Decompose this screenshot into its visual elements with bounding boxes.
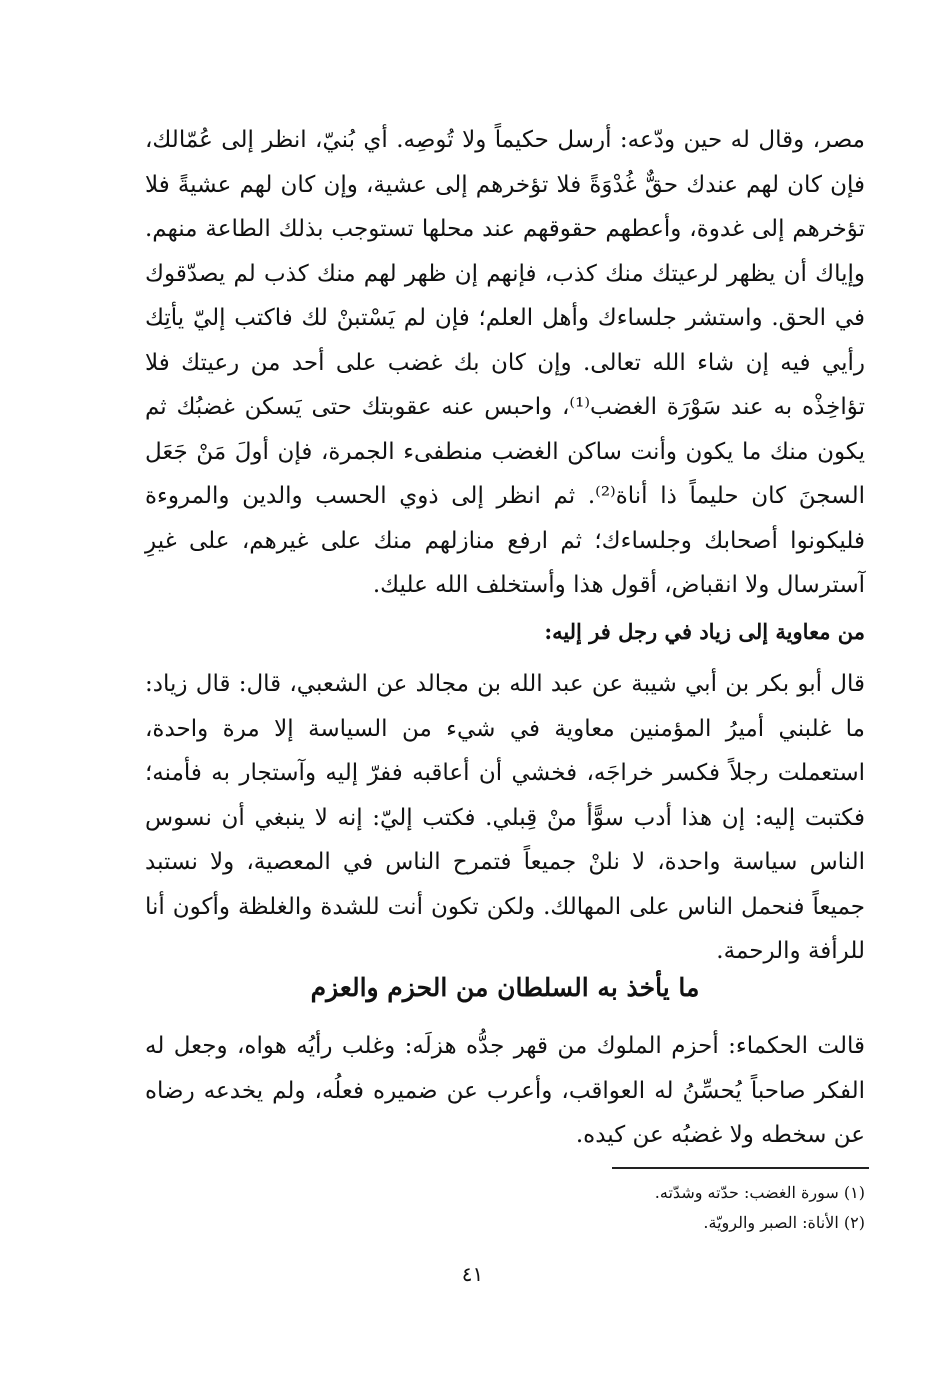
section-subheading: من معاوية إلى زياد في رجل فر إليه: (544, 619, 865, 644)
paragraph-wisdom: قالت الحكماء: أحزم الملوك من قهر جدُّه هزلَه: وغلب رأيُه هواه، وجعل له الفكر صاحباً يُحسِّنُ له العواقب، وأعرب عن ضميره فعلُه، ولم يخدعه رضاه عن سخطه ولا غضبُه عن كيده. (145, 1033, 865, 1148)
footnotes (145, 1178, 865, 1238)
section-heading: ما يأخذ به السلطان من الحزم والعزم (310, 973, 700, 1002)
paragraph-advice: مصر، وقال له حين ودّعه: أرسل حكيماً ولا تُوصِه. أي بُنيّ، انظر إلى عُمّالك، فإن كان لهم عندك حقٌّ غُدْوَةً فلا تؤخرهم إلى عشية، وإن كان لهم عشيةً فلا تؤخرهم إلى غدوة، وأعطهم حقوقهم عند محلها تستوجب بذلك الطاعة منهم. وإياك أن يظهر لرعيتك منك كذب، فإنهم إن ظهر لهم منك كذب لم يصدّقوك في الحق. واستشر جلساءك وأهل العلم؛ فإن لم يَسْتبنْ لك فاكتب إليّ يأتِك رأيي فيه إن شاء الله تعالى. وإن كان بك غضب على أحد من رعيتك فلا تؤاخِذْه به عند سَوْرَة الغضب⁽¹⁾، واحبس عنه عقوبتك حتى يَسكن غضبُك ثم يكون منك ما يكون وأنت ساكن الغضب منطفىء الجمرة، فإن أولَ مَنْ جَعَل السجنَ كان حليماً ذا أناة⁽²⁾. ثم انظر إلى ذوي الحسب والدين والمروءة فليكونوا أصحابك وجلساءك؛ ثم ارفع منازلهم منك على غيرهم، على غيرِ آسترسال ولا انقباض، أقول هذا وأستخلف الله عليك. (145, 127, 865, 598)
footnote-divider (612, 1167, 869, 1169)
page-number: ٤١ (461, 1262, 484, 1286)
paragraph-ziyad-story: قال أبو بكر بن أبي شيبة عن عبد الله بن مجالد عن الشعبي، قال: قال زياد: ما غلبني أميرُ المؤمنين معاوية في شيء من السياسة إلا مرة واحدة، استعملت رجلاً فكسر خراجَه، فخشي أن أعاقبه ففرّ إليه وآستجار به فأمنه؛ فكتبت إليه: إن هذا أدب سوًّأ منْ قِبلي. فكتب إليّ: إنه لا ينبغي أن نسوس الناس سياسة واحدة، لا نلنْ جميعاً فتمرح الناس في المعصية، ولا نستبد جميعاً فنحمل الناس على المهالك. ولكن تكون أنت للشدة والغلظة وأكون أنا للرأفة والرحمة. (145, 671, 865, 964)
footnote-2: (٢) الأناة: الصبر والرويّة. (703, 1213, 865, 1232)
footnote-1: (١) سورة الغضب: حدّته وشدّته. (654, 1183, 865, 1202)
